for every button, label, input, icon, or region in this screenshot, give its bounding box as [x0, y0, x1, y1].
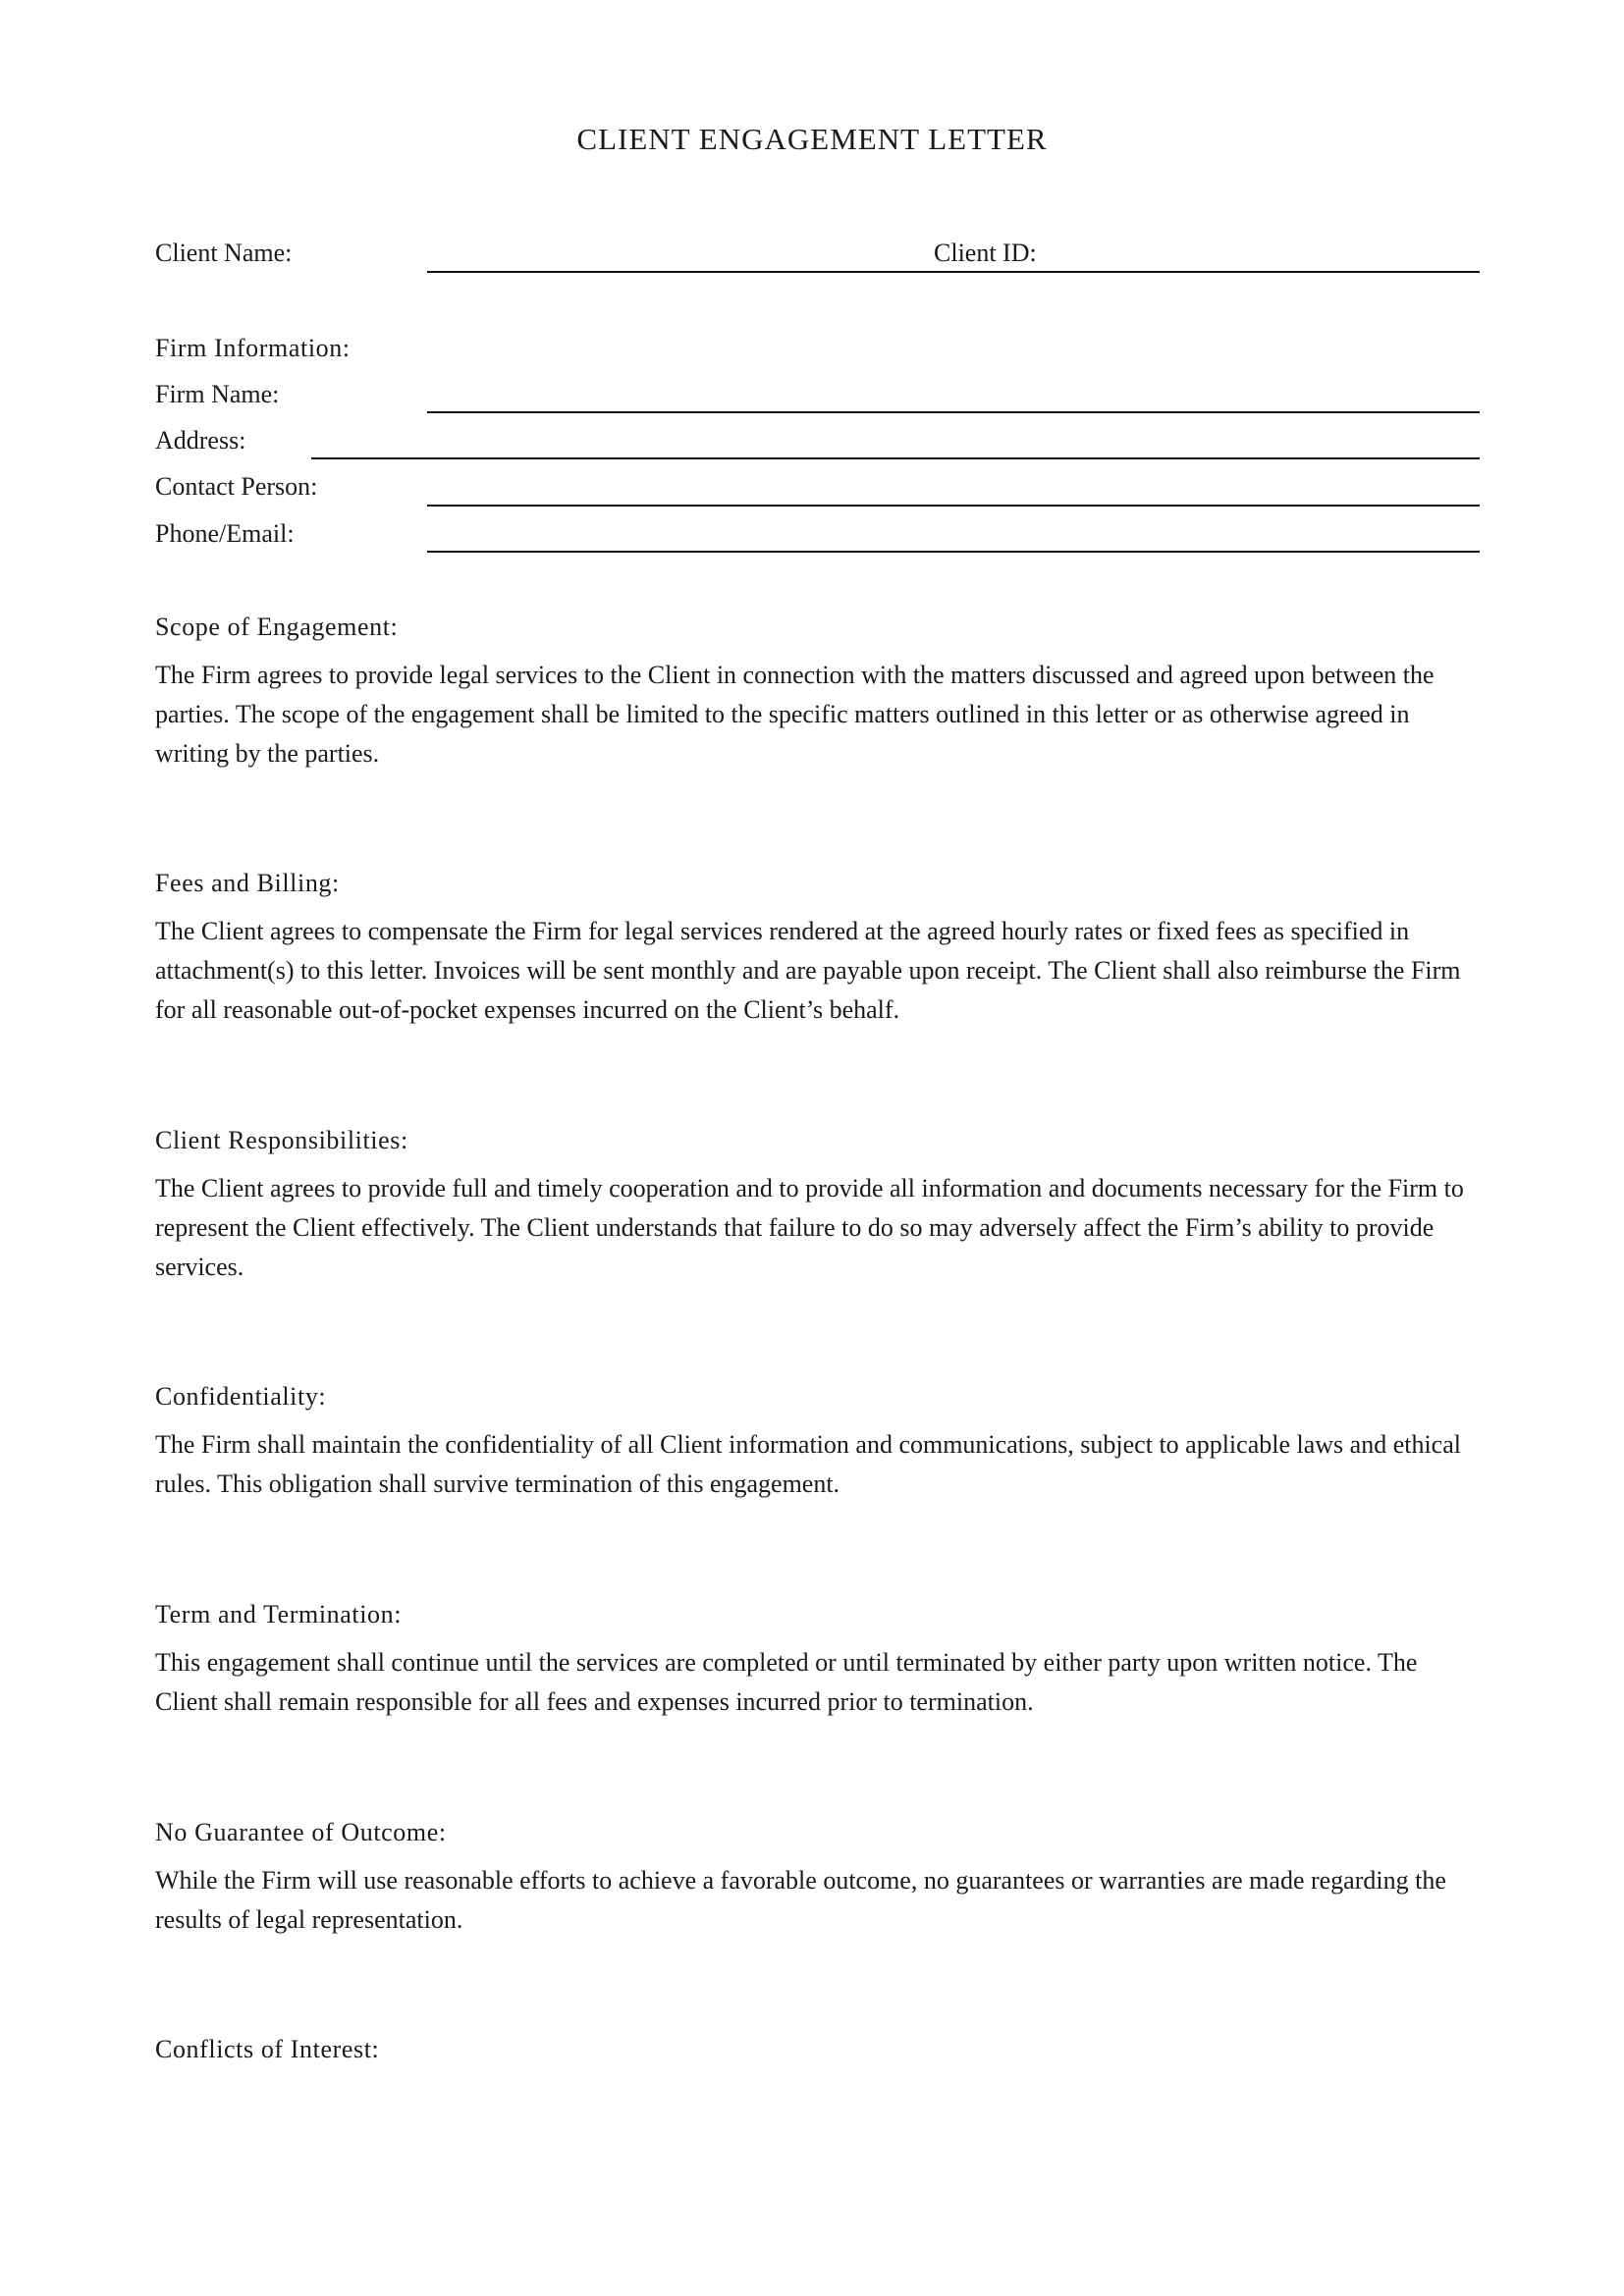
conflicts-of-interest-heading: Conflicts of Interest: [155, 2035, 380, 2063]
scope-heading: Scope of Engagement: [155, 613, 399, 641]
contact-person-label: Contact Person: [155, 472, 318, 501]
client-name-line[interactable] [427, 271, 1480, 273]
firm-name-label: Firm Name: [155, 380, 280, 408]
address-label: Address: [155, 426, 246, 454]
document-title: CLIENT ENGAGEMENT LETTER [576, 122, 1048, 156]
firm-information-heading: Firm Information: [155, 334, 351, 362]
confidentiality-heading: Confidentiality: [155, 1382, 327, 1411]
phone-email-line[interactable] [427, 551, 1480, 553]
confidentiality-body: The Firm shall maintain the confidentiality of all Client information and communications, subject to applicable laws and ethical rules. This obligation shall survive termination of this engagement. [155, 1430, 1461, 1498]
fees-heading: Fees and Billing: [155, 869, 340, 897]
scope-body: The Firm agrees to provide legal services to the Client in connection with the matters discussed and agreed upon between the parties. The scope of the engagement shall be limited to the specific matters outlined in this letter or as otherwise agreed in writing by the parties. [155, 661, 1435, 768]
client-responsibilities-body: The Client agrees to provide full and timely cooperation and to provide all information and documents necessary for the Firm to represent the Client effectively. The Client understands that failure to do so may adversely affect the Firm’s ability to provide services. [155, 1174, 1464, 1281]
fees-body: The Client agrees to compensate the Firm for legal services rendered at the agreed hourly rates or fixed fees as specified in attachment(s) to this letter. Invoices will be sent monthly and are payable upon receipt. The Client shall also reimburse the Firm for all reasonable out-of-pocket expenses incurred on the Client’s behalf. [155, 917, 1461, 1024]
no-guarantee-heading: No Guarantee of Outcome: [155, 1818, 447, 1846]
no-guarantee-body: While the Firm will use reasonable efforts to achieve a favorable outcome, no guarantees or warranties are made regarding the results of legal representation. [155, 1866, 1446, 1934]
term-termination-heading: Term and Termination: [155, 1600, 403, 1629]
client-responsibilities-heading: Client Responsibilities: [155, 1126, 408, 1154]
phone-email-label: Phone/Email: [155, 519, 295, 548]
contact-person-line[interactable] [427, 505, 1480, 507]
client-id-label: Client ID: [934, 239, 1037, 267]
address-line[interactable] [311, 457, 1480, 459]
term-termination-body: This engagement shall continue until the services are completed or until terminated by either party upon written notice. The Client shall remain responsible for all fees and expenses incurred prior to termination. [155, 1648, 1418, 1716]
client-name-label: Client Name: [155, 239, 293, 267]
firm-name-line[interactable] [427, 411, 1480, 413]
